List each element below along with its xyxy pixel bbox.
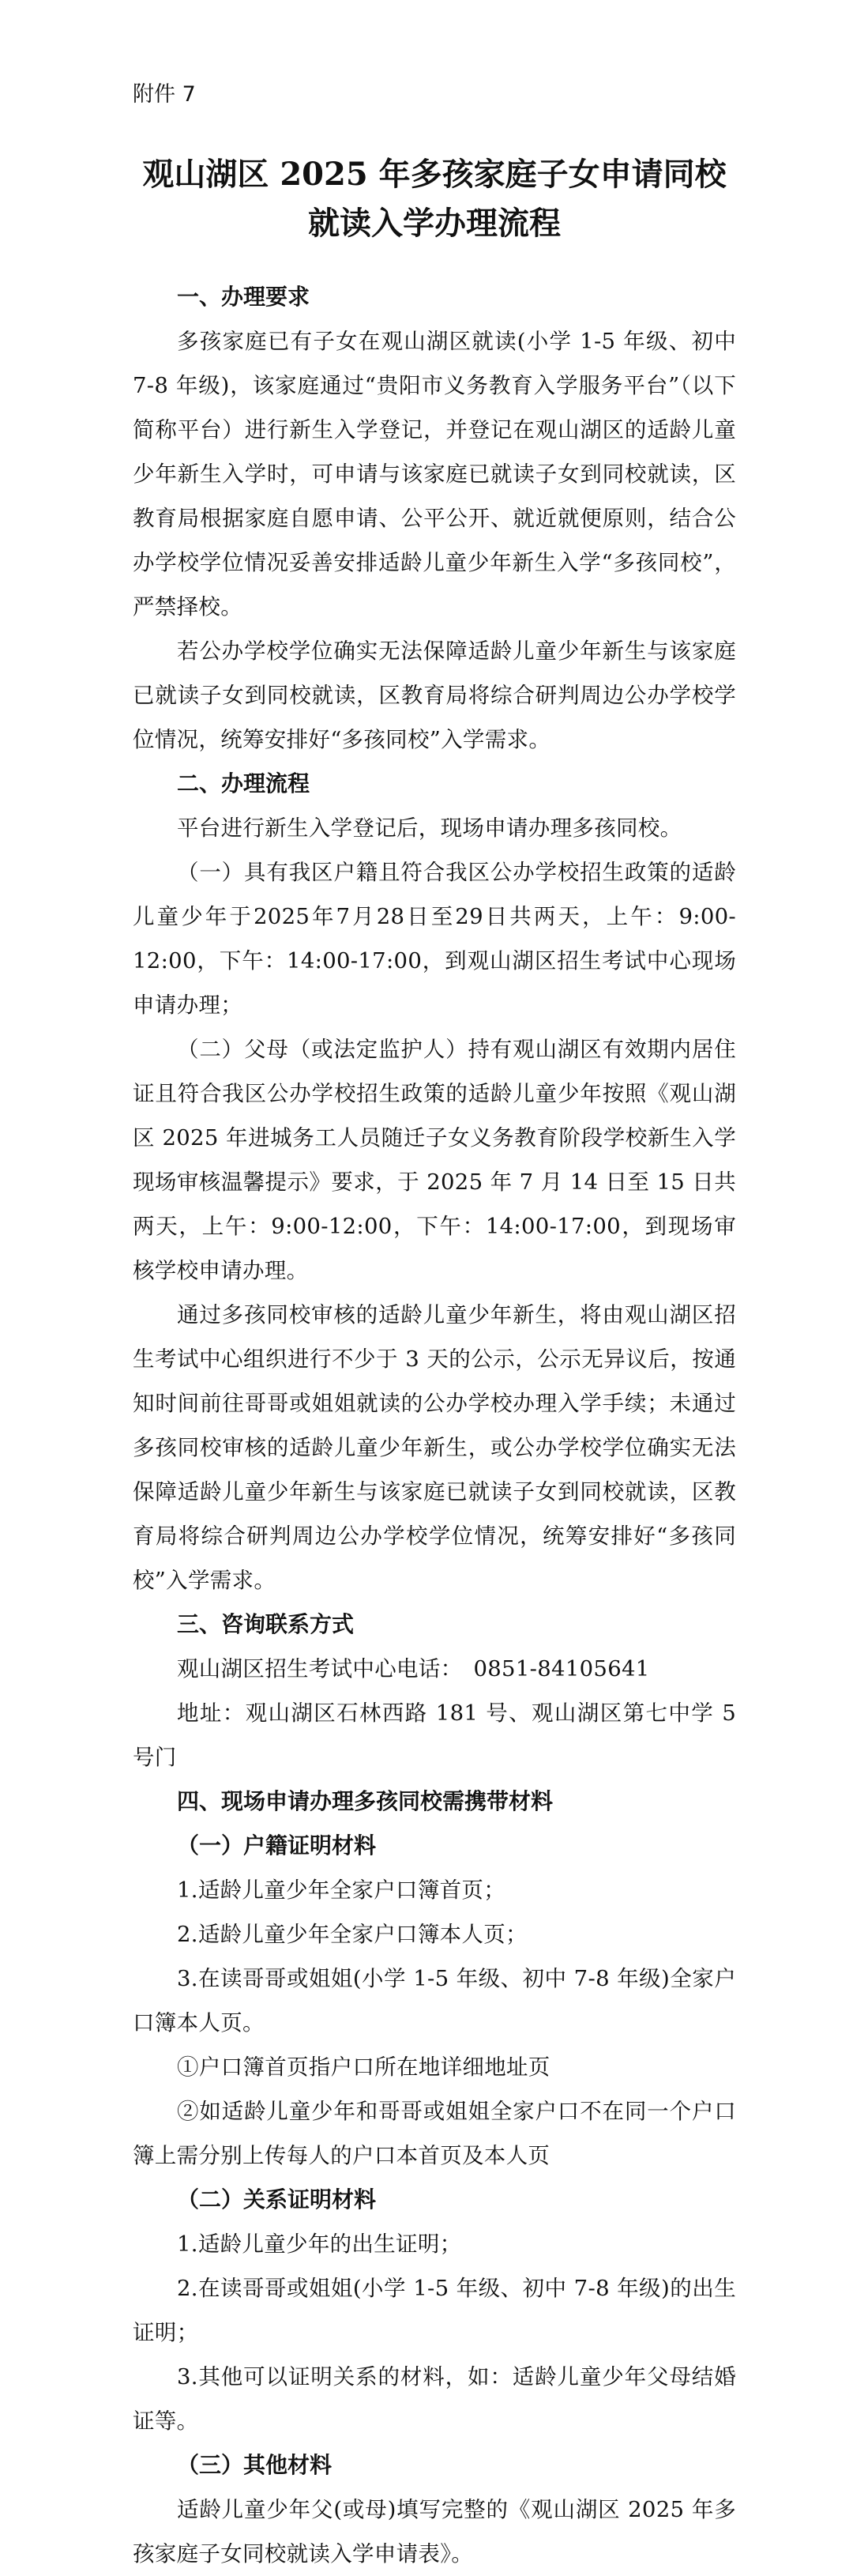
section-heading-requirements: 一、办理要求 <box>177 284 310 310</box>
list-item: 2.在读哥哥或姐姐(小学 1-5 年级、初中 7-8 年级)的出生证明； <box>133 2276 736 2345</box>
subheading-household-materials: （一）户籍证明材料 <box>177 1832 377 1859</box>
subheading-other-materials: （三）其他材料 <box>177 2452 333 2478</box>
section-requirements <box>133 275 736 762</box>
section-contact <box>133 1602 736 1779</box>
document-title-line-2: 就读入学办理流程 <box>308 205 561 242</box>
document-title <box>133 150 736 248</box>
list-item: ②如适龄儿童少年和哥哥或姐姐全家户口不在同一个户口簿上需分别上传每人的户口本首页及本人页 <box>133 2099 736 2168</box>
section-materials <box>133 1779 736 2576</box>
paragraph: 若公办学校学位确实无法保障适龄儿童少年新生与该家庭已就读子女到同校就读，区教育局将综合研判周边公办学校学位情况，统筹安排好“多孩同校”入学需求。 <box>133 638 736 752</box>
list-item: ①户口簿首页指户口所在地详细地址页 <box>177 2054 551 2080</box>
list-item: 2.适龄儿童少年全家户口簿本人页； <box>177 1922 528 1947</box>
document-title-line-1: 观山湖区 2025 年多孩家庭子女申请同校 <box>142 156 727 193</box>
paragraph: 通过多孩同校审核的适龄儿童少年新生，将由观山湖区招生考试中心组织进行不少于 3 天的公示，公示无异议后，按通知时间前往哥哥或姐姐就读的公办学校办理入学手续；未通过多孩同校审核的适龄儿童少年新生，或公办学校学位确实无法保障适龄儿童少年新生与该家庭已就读子女到同校就读，区教育局将综合研判周边公办学校学位情况，统筹安排好“多孩同校”入学需求。 <box>133 1302 736 1593</box>
list-item: 适龄儿童少年父(或母)填写完整的《观山湖区 2025 年多孩家庭子女同校就读入学申请表》。 <box>133 2497 736 2567</box>
section-heading-contact: 三、咨询联系方式 <box>177 1611 355 1637</box>
attachment-label: 附件 7 <box>133 82 196 107</box>
list-item: 3.在读哥哥或姐姐(小学 1-5 年级、初中 7-8 年级)全家户口簿本人页。 <box>133 1966 736 2036</box>
contact-phone: 观山湖区招生考试中心电话： 0851-84105641 <box>177 1656 650 1682</box>
contact-address: 地址：观山湖区石林西路 181 号、观山湖区第七中学 5 号门 <box>133 1700 736 1770</box>
section-heading-process: 二、办理流程 <box>177 770 310 797</box>
list-item: 1.适龄儿童少年的出生证明； <box>177 2231 462 2257</box>
paragraph: （二）父母（或法定监护人）持有观山湖区有效期内居住证且符合我区公办学校招生政策的适龄儿童少年按照《观山湖区 2025 年进城务工人员随迁子女义务教育阶段学校新生入学现场审核温馨提示》要求，于 2025 年 7 月 14 日至 15 日共两天，上午：9:00-12:00，下午：14:00-17:00，到现场审核学校申请办理。 <box>133 1037 736 1283</box>
list-item: 1.适龄儿童少年全家户口簿首页； <box>177 1877 506 1903</box>
paragraph: 平台进行新生入学登记后，现场申请办理多孩同校。 <box>177 815 682 841</box>
list-item: 3.其他可以证明关系的材料，如：适龄儿童少年父母结婚证等。 <box>133 2364 736 2434</box>
paragraph: （一）具有我区户籍且符合我区公办学校招生政策的适龄儿童少年于2025年7月28日至29日共两天，上午：9:00-12:00，下午：14:00-17:00，到观山湖区招生考试中心现场申请办理； <box>133 860 736 1018</box>
section-heading-materials: 四、现场申请办理多孩同校需携带材料 <box>177 1788 554 1814</box>
paragraph: 多孩家庭已有子女在观山湖区就读(小学 1-5 年级、初中 7-8 年级)，该家庭通过“贵阳市义务教育入学服务平台”（以下简称平台）进行新生入学登记，并登记在观山湖区的适龄儿童少年新生入学时，可申请与该家庭已就读子女到同校就读，区教育局根据家庭自愿申请、公平公开、就近就便原则，结合公办学校学位情况妥善安排适龄儿童少年新生入学“多孩同校”，严禁择校。 <box>133 329 736 620</box>
subheading-relationship-materials: （二）关系证明材料 <box>177 2186 377 2213</box>
section-process <box>133 762 736 1602</box>
